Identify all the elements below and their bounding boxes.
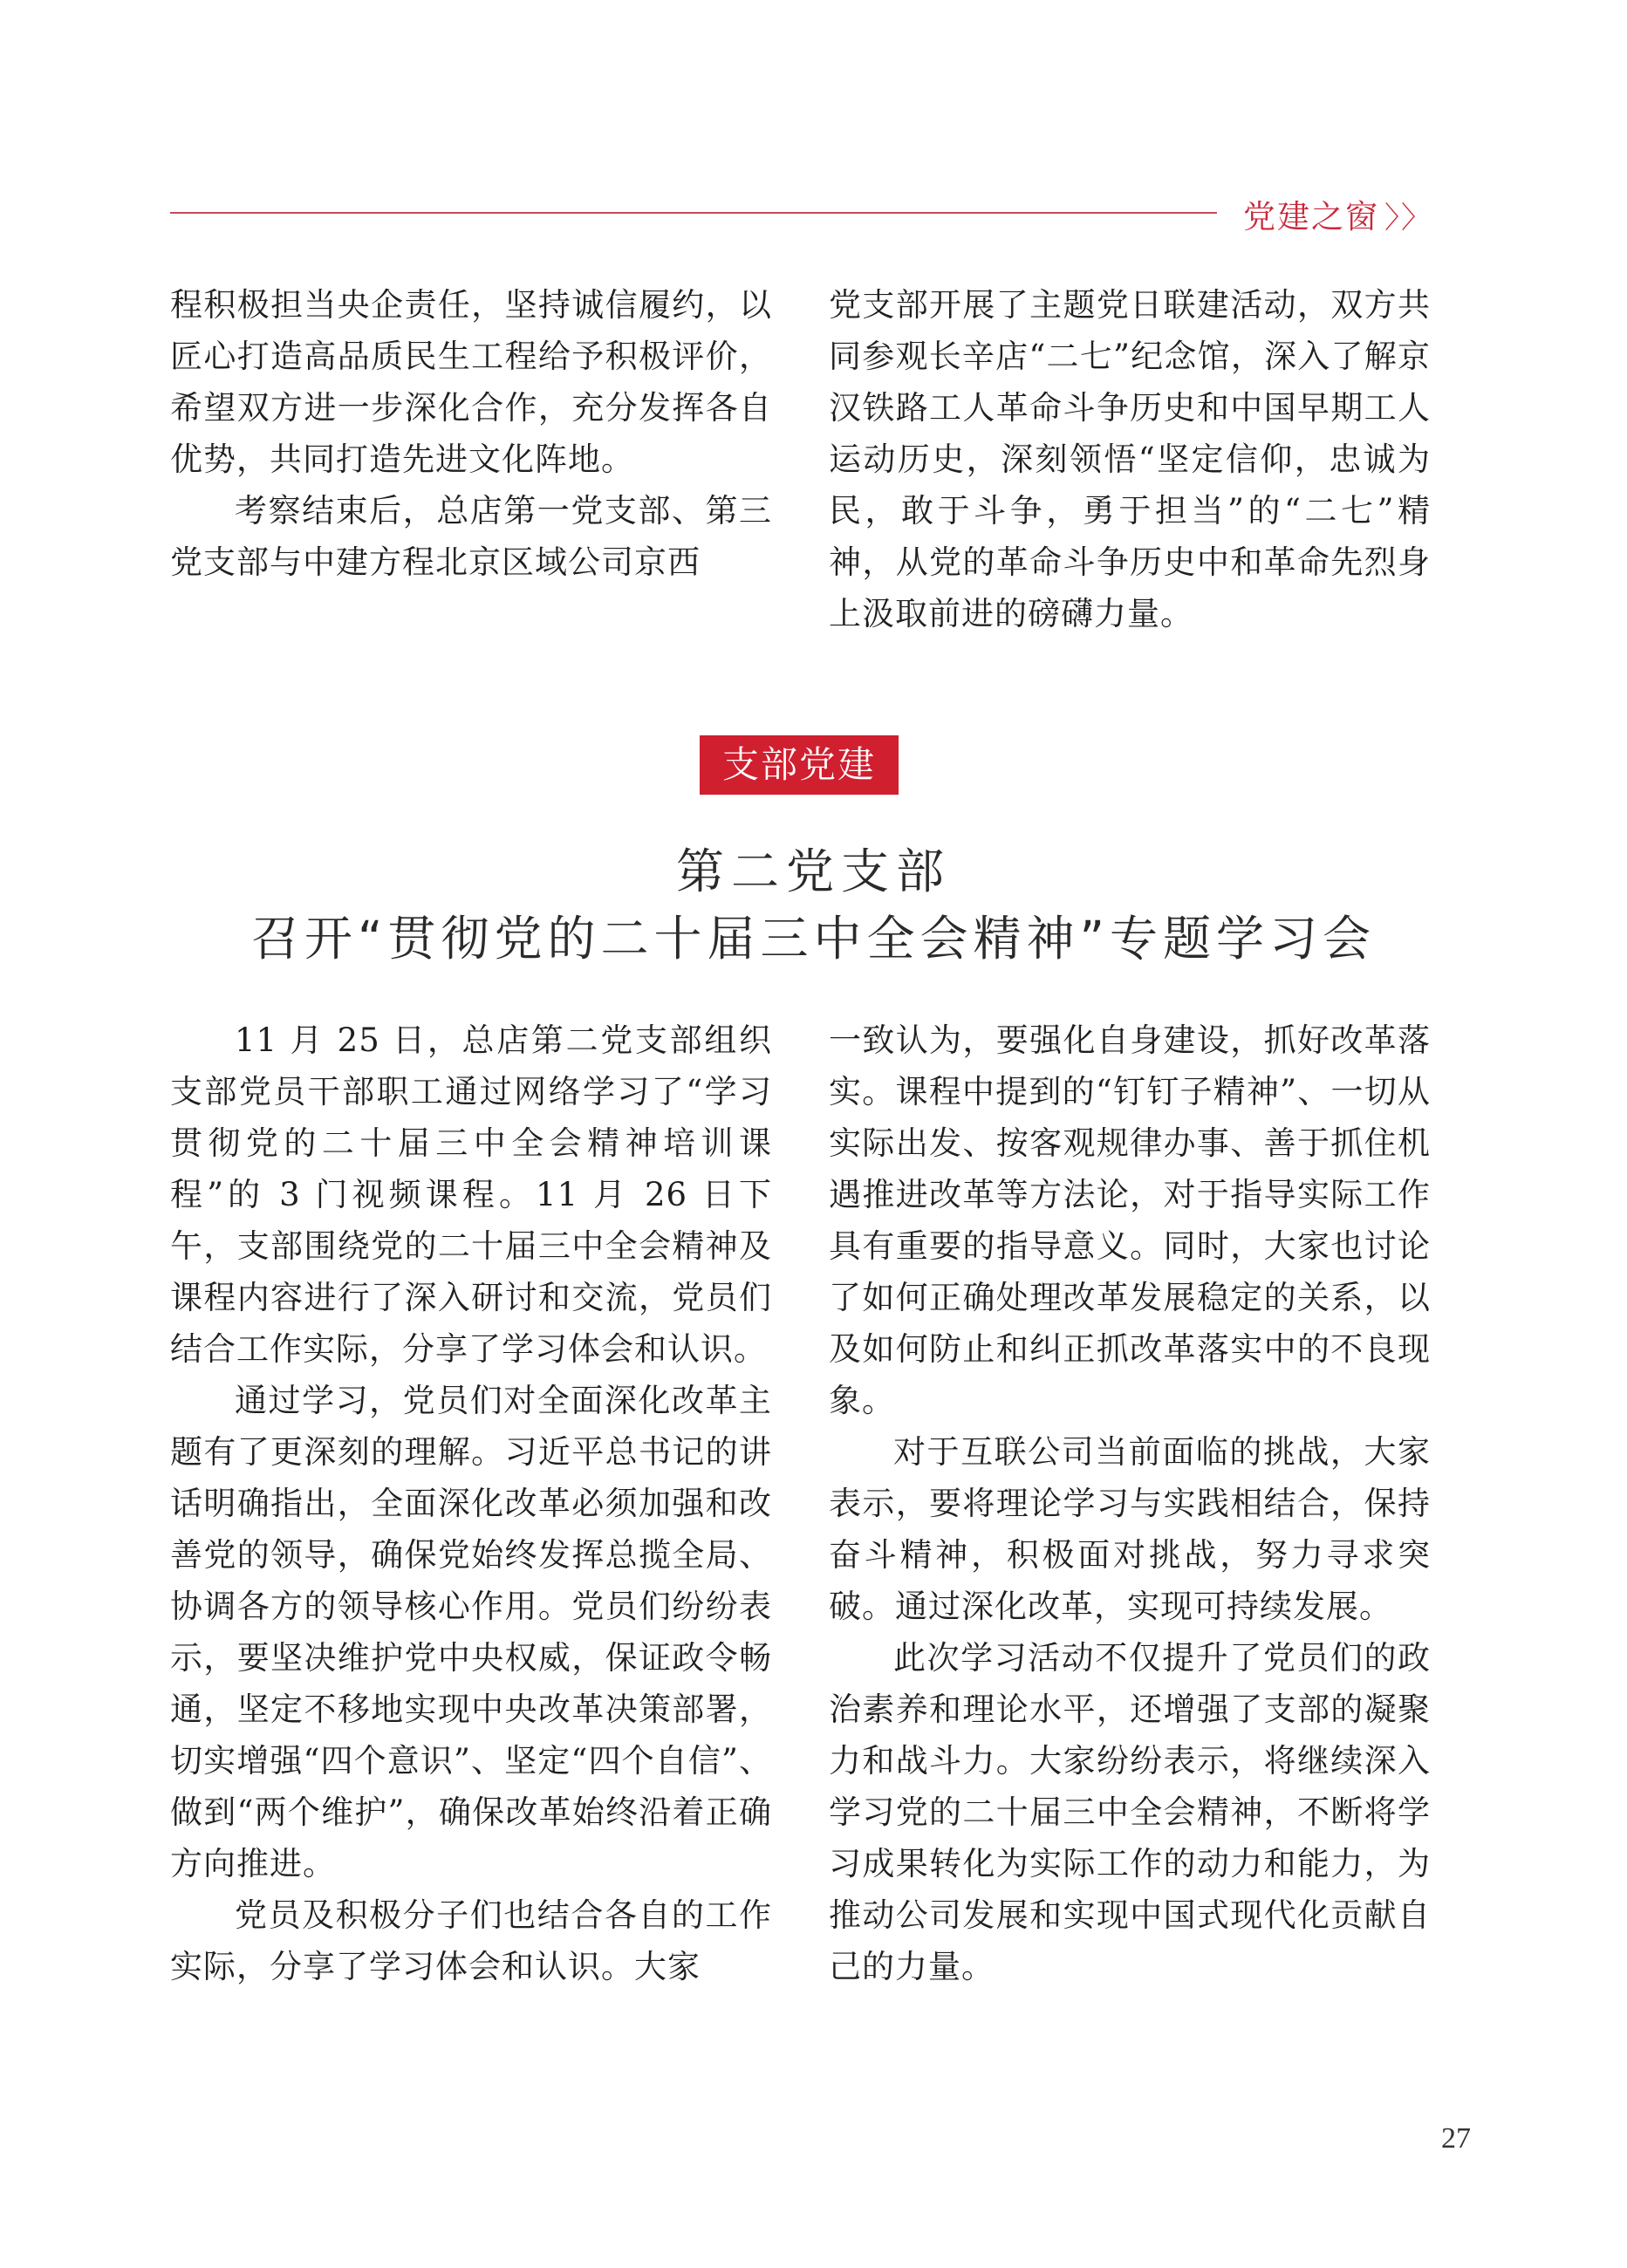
- paragraph: 程积极担当央企责任，坚持诚信履约，以匠心打造高品质民生工程给予积极评价，希望双方进一步深化合作，充分发挥各自优势，共同打造先进文化阵地。: [170, 286, 772, 478]
- article-right-column: [829, 1014, 1431, 1992]
- header-rule: [170, 212, 1217, 214]
- article-title-line1: 第二党支部: [675, 844, 951, 899]
- paragraph: 党员及积极分子们也结合各自的工作实际，分享了学习体会和认识。大家: [170, 1896, 772, 1985]
- paragraph: 11 月 25 日，总店第二党支部组织支部党员干部职工通过网络学习了“学习贯彻党的二十届三中全会精神培训课程”的 3 门视频课程。11 月 26 日下午，支部围绕党的二十届三中全会精神及课程内容进行了深入研讨和交流，党员们结合工作实际，分享了学习体会和认识。: [170, 1021, 772, 1368]
- paragraph: 通过学习，党员们对全面深化改革主题有了更深刻的理解。习近平总书记的讲话明确指出，全面深化改革必须加强和改善党的领导，确保党始终发挥总揽全局、协调各方的领导核心作用。党员们纷纷表示，要坚决维护党中央权威，保证政令畅通，坚定不移地实现中央改革决策部署，切实增强“四个意识”、坚定“四个自信”、做到“两个维护”，确保改革始终沿着正确方向推进。: [170, 1382, 772, 1882]
- article-title-line2: 召开“贯彻党的二十届三中全会精神”专题学习会: [251, 911, 1376, 967]
- section-tag: 支部党建: [700, 735, 899, 795]
- page-number: 27: [1441, 2122, 1471, 2155]
- chevron-right-icon: 〉〉: [1384, 201, 1432, 236]
- top-article-right-column: [829, 279, 1431, 639]
- section-label-text: 党建之窗: [1243, 198, 1379, 236]
- paragraph: 对于互联公司当前面临的挑战，大家表示，要将理论学习与实践相结合，保持奋斗精神，积极面对挑战，努力寻求突破。通过深化改革，实现可持续发展。: [829, 1433, 1431, 1625]
- article-left-column: [170, 1014, 772, 1992]
- section-label: [1243, 190, 1432, 237]
- paragraph: 此次学习活动不仅提升了党员们的政治素养和理论水平，还增强了支部的凝聚力和战斗力。大家纷纷表示，将继续深入学习党的二十届三中全会精神，不断将学习成果转化为实际工作的动力和能力，为推动公司发展和实现中国式现代化贡献自己的力量。: [829, 1639, 1431, 1985]
- paragraph: 考察结束后，总店第一党支部、第三党支部与中建方程北京区域公司京西: [170, 492, 772, 581]
- paragraph: 党支部开展了主题党日联建活动，双方共同参观长辛店“二七”纪念馆，深入了解京汉铁路工人革命斗争历史和中国早期工人运动历史，深刻领悟“坚定信仰，忠诚为民，敢于斗争，勇于担当”的“二七”精神，从党的革命斗争历史中和革命先烈身上汲取前进的磅礴力量。: [829, 286, 1431, 632]
- top-article-left-column: [170, 279, 772, 588]
- paragraph: 一致认为，要强化自身建设，抓好改革落实。课程中提到的“钉钉子精神”、一切从实际出发、按客观规律办事、善于抓住机遇推进改革等方法论，对于指导实际工作具有重要的指导意义。同时，大家也讨论了如何正确处理改革发展稳定的关系，以及如何防止和纠正抓改革落实中的不良现象。: [829, 1021, 1431, 1419]
